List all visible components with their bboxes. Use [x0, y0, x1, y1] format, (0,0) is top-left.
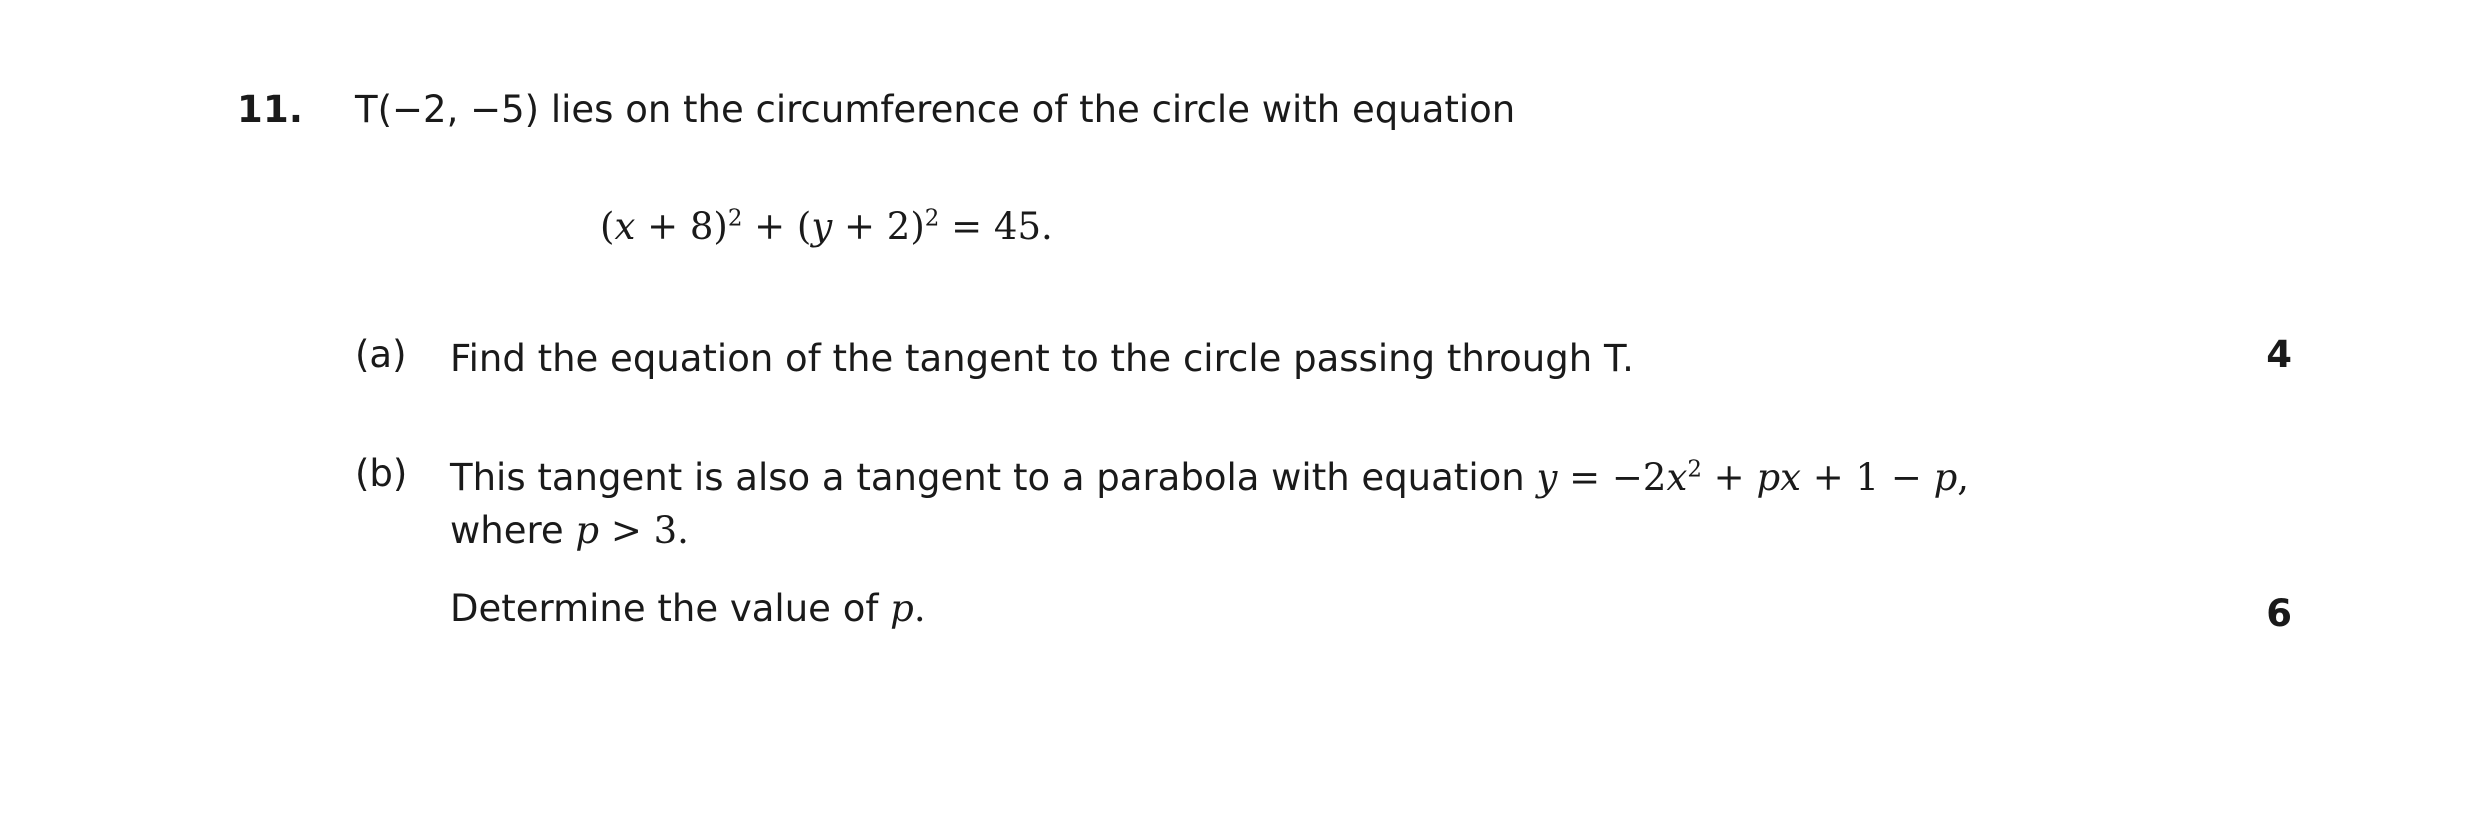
parabola-p: p	[1756, 456, 1781, 499]
question-part-b	[355, 452, 1969, 636]
equation-y-term: + 2)	[832, 205, 925, 248]
equation-x-term: + 8)	[635, 205, 728, 248]
part-a-line-1: Find the equation of the tangent to the circle passing through T.	[450, 337, 1634, 380]
part-b-line-2	[450, 505, 1969, 558]
equation-mid: + (	[742, 205, 812, 248]
condition-p: p	[575, 508, 600, 552]
equation-y-var: y	[811, 205, 833, 248]
question-part-a	[355, 333, 1634, 386]
part-b-line-1	[450, 452, 1969, 505]
parabola-eq-3: + 1 −	[1801, 456, 1934, 499]
parabola-y: y	[1536, 456, 1558, 499]
condition-math	[564, 509, 689, 552]
question-stem: T(−2, −5) lies on the circumference of the circle with equation	[355, 88, 1516, 131]
condition-rest: > 3.	[599, 508, 689, 552]
equation-y-exponent: 2	[924, 205, 940, 232]
parabola-p2: p	[1933, 456, 1958, 499]
part-b-marks: 6	[2266, 592, 2292, 635]
parabola-eq-1: = −2	[1557, 456, 1667, 499]
part-a-body	[450, 333, 1634, 386]
parabola-x2: x	[1780, 456, 1801, 499]
parabola-equation	[1525, 456, 1969, 499]
part-b-text-1: This tangent is also a tangent to a parabola with equation	[450, 456, 1525, 499]
part-b-body	[450, 452, 1969, 636]
part-a-label: (a)	[355, 333, 407, 376]
part-b-line-3	[450, 583, 1969, 636]
equation-rhs: = 45.	[939, 205, 1053, 248]
equation-open-paren: (	[600, 205, 615, 248]
parabola-x: x	[1666, 456, 1688, 499]
equation-x-exponent: 2	[727, 205, 743, 232]
equation-x-var: x	[614, 205, 636, 248]
circle-equation	[600, 205, 1053, 248]
determine-math	[878, 587, 925, 630]
parabola-exponent: 2	[1687, 456, 1702, 483]
part-b-text-3: Determine the value of	[450, 587, 879, 631]
parabola-comma: ,	[1957, 456, 1970, 499]
part-a-marks: 4	[2266, 333, 2292, 376]
determine-p: p	[890, 587, 914, 631]
determine-period: .	[913, 587, 926, 631]
part-b-label: (b)	[355, 452, 408, 495]
question-number: 11.	[237, 88, 304, 131]
part-b-text-2: where	[450, 508, 564, 552]
parabola-eq-2: +	[1701, 456, 1757, 499]
